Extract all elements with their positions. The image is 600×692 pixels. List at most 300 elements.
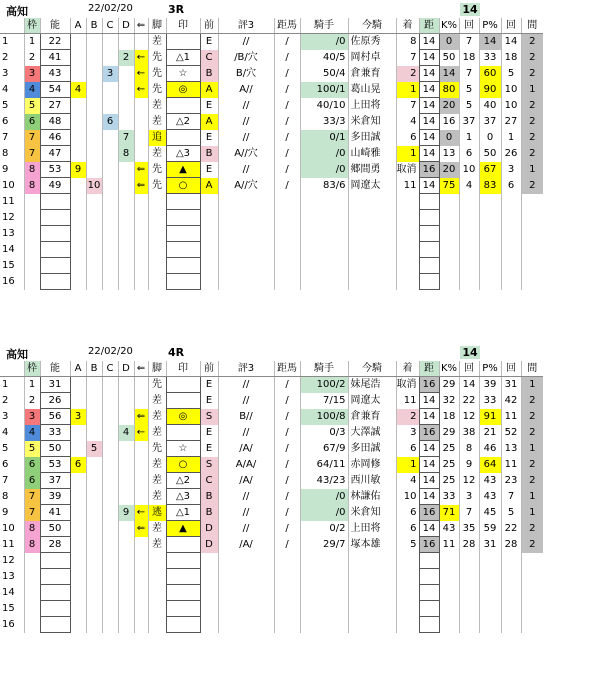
nou-cell: 41 bbox=[40, 50, 70, 66]
chaku-cell: 6 bbox=[396, 130, 419, 146]
arrow-cell bbox=[134, 34, 148, 50]
table-row[interactable] bbox=[0, 377, 543, 393]
kai1-cell: 35 bbox=[459, 521, 479, 537]
row-number: 3 bbox=[2, 411, 9, 422]
kyoriba-cell bbox=[274, 210, 300, 226]
kyoriba-cell: / bbox=[274, 457, 300, 473]
table-row[interactable] bbox=[0, 130, 543, 146]
arrow-cell: ← bbox=[134, 50, 148, 66]
shirushi-cell bbox=[166, 601, 200, 617]
kyoriba-cell bbox=[274, 553, 300, 569]
b-cell bbox=[86, 66, 102, 82]
c-cell bbox=[102, 473, 118, 489]
kyori-cell: 16 bbox=[419, 162, 439, 178]
kyaku-cell bbox=[148, 210, 166, 226]
kai2-cell: 28 bbox=[501, 537, 521, 553]
kai1-cell: 28 bbox=[459, 537, 479, 553]
mae-cell: E bbox=[200, 393, 218, 409]
blank-row bbox=[0, 194, 543, 210]
b-cell: 10 bbox=[86, 178, 102, 194]
kyoriba-cell: / bbox=[274, 473, 300, 489]
kyori-cell: 16 bbox=[419, 537, 439, 553]
mae-cell: B bbox=[200, 146, 218, 162]
race-block-3r bbox=[0, 2, 600, 287]
shirushi-cell bbox=[166, 242, 200, 258]
c-cell bbox=[102, 553, 118, 569]
kyaku-cell: 差 bbox=[148, 537, 166, 553]
a-cell bbox=[70, 601, 86, 617]
kyaku-cell: 差 bbox=[148, 425, 166, 441]
a-cell bbox=[70, 473, 86, 489]
arrow-cell bbox=[134, 130, 148, 146]
waku-cell: 4 bbox=[24, 425, 40, 441]
kan-cell: 2 bbox=[521, 178, 543, 194]
kai2-cell bbox=[501, 601, 521, 617]
kan-cell: 2 bbox=[521, 409, 543, 425]
table-row[interactable] bbox=[0, 66, 543, 82]
hyo-cell: A//穴 bbox=[218, 146, 274, 162]
k-pct-cell: 25 bbox=[439, 473, 459, 489]
a-cell bbox=[70, 146, 86, 162]
imakishu-cell bbox=[348, 585, 396, 601]
kai2-cell bbox=[501, 569, 521, 585]
table-row[interactable] bbox=[0, 409, 543, 425]
row-number: 14 bbox=[2, 244, 15, 255]
arrow-cell bbox=[134, 601, 148, 617]
hyo-cell: /A/ bbox=[218, 473, 274, 489]
p-pct-cell: 0 bbox=[479, 130, 501, 146]
column-header: 間 bbox=[521, 361, 543, 377]
imakishu-cell: 郷間勇 bbox=[348, 162, 396, 178]
arrow-cell bbox=[134, 569, 148, 585]
nou-cell: 53 bbox=[40, 162, 70, 178]
p-pct-cell: 45 bbox=[479, 505, 501, 521]
table-row[interactable] bbox=[0, 98, 543, 114]
imakishu-cell: 林謙佑 bbox=[348, 489, 396, 505]
kyori-cell: 14 bbox=[419, 441, 439, 457]
c-cell bbox=[102, 457, 118, 473]
d-cell: 8 bbox=[118, 146, 134, 162]
kyori-cell bbox=[419, 242, 439, 258]
chaku-cell: 3 bbox=[396, 425, 419, 441]
kan-cell: 1 bbox=[521, 162, 543, 178]
arrow-cell bbox=[134, 258, 148, 274]
nou-cell: 48 bbox=[40, 114, 70, 130]
hyo-cell: A/A/ bbox=[218, 457, 274, 473]
kyoriba-cell: / bbox=[274, 409, 300, 425]
imakishu-cell: 山崎雅 bbox=[348, 146, 396, 162]
kyoriba-cell: / bbox=[274, 489, 300, 505]
k-pct-cell: 25 bbox=[439, 441, 459, 457]
kyori-cell: 14 bbox=[419, 130, 439, 146]
kyori-cell bbox=[419, 226, 439, 242]
column-header: 回 bbox=[459, 361, 479, 377]
kan-cell bbox=[521, 585, 543, 601]
kyoriba-cell: / bbox=[274, 425, 300, 441]
k-pct-cell bbox=[439, 258, 459, 274]
table-row[interactable] bbox=[0, 505, 543, 521]
a-cell bbox=[70, 393, 86, 409]
hyo-cell: B/穴 bbox=[218, 66, 274, 82]
mae-cell bbox=[200, 194, 218, 210]
kyoriba-cell bbox=[274, 242, 300, 258]
kyaku-cell: 差 bbox=[148, 521, 166, 537]
blank-row bbox=[0, 553, 543, 569]
kishu-cell bbox=[300, 585, 348, 601]
table-row[interactable] bbox=[0, 114, 543, 130]
arrow-cell bbox=[134, 489, 148, 505]
imakishu-cell bbox=[348, 194, 396, 210]
b-cell: 5 bbox=[86, 441, 102, 457]
kishu-cell: 67/9 bbox=[300, 441, 348, 457]
nou-cell: 47 bbox=[40, 146, 70, 162]
arrow-cell bbox=[134, 114, 148, 130]
arrow-cell bbox=[134, 242, 148, 258]
column-header: D bbox=[118, 18, 134, 34]
k-pct-cell bbox=[439, 210, 459, 226]
mae-cell bbox=[200, 242, 218, 258]
kyaku-cell: 差 bbox=[148, 473, 166, 489]
shirushi-cell: ▲ bbox=[166, 521, 200, 537]
venue-label: 高知 bbox=[6, 5, 28, 18]
p-pct-cell: 91 bbox=[479, 409, 501, 425]
d-cell bbox=[118, 178, 134, 194]
mae-cell: E bbox=[200, 98, 218, 114]
imakishu-cell: 佐原秀 bbox=[348, 34, 396, 50]
chaku-cell: 1 bbox=[396, 457, 419, 473]
mae-cell bbox=[200, 258, 218, 274]
kyori-cell bbox=[419, 601, 439, 617]
kai1-cell: 14 bbox=[459, 377, 479, 393]
shirushi-cell: △2 bbox=[166, 473, 200, 489]
mae-cell: A bbox=[200, 178, 218, 194]
kai2-cell: 52 bbox=[501, 425, 521, 441]
b-cell bbox=[86, 537, 102, 553]
waku-cell: 7 bbox=[24, 505, 40, 521]
imakishu-cell: 岡遼太 bbox=[348, 178, 396, 194]
kai2-cell bbox=[501, 242, 521, 258]
shirushi-cell bbox=[166, 274, 200, 290]
kai2-cell: 14 bbox=[501, 34, 521, 50]
mae-cell: E bbox=[200, 377, 218, 393]
kishu-cell: /0 bbox=[300, 34, 348, 50]
table-row[interactable] bbox=[0, 178, 543, 194]
d-cell: 7 bbox=[118, 130, 134, 146]
b-cell bbox=[86, 146, 102, 162]
kan-cell bbox=[521, 258, 543, 274]
c-cell bbox=[102, 82, 118, 98]
mae-cell: D bbox=[200, 521, 218, 537]
kan-cell: 2 bbox=[521, 50, 543, 66]
hyo-cell bbox=[218, 226, 274, 242]
kyori-cell: 14 bbox=[419, 489, 439, 505]
kyaku-cell: 逃 bbox=[148, 505, 166, 521]
nou-cell bbox=[40, 601, 70, 617]
a-cell bbox=[70, 505, 86, 521]
kyaku-cell: 先 bbox=[148, 441, 166, 457]
k-pct-cell bbox=[439, 585, 459, 601]
k-pct-cell: 25 bbox=[439, 457, 459, 473]
shirushi-cell bbox=[166, 258, 200, 274]
kyori-cell: 16 bbox=[419, 377, 439, 393]
column-header: 距馬 bbox=[274, 361, 300, 377]
p-pct-cell: 60 bbox=[479, 66, 501, 82]
imakishu-cell: 上田将 bbox=[348, 98, 396, 114]
p-pct-cell bbox=[479, 194, 501, 210]
row-number: 8 bbox=[2, 148, 9, 159]
kyoriba-cell bbox=[274, 194, 300, 210]
c-cell bbox=[102, 242, 118, 258]
row-number: 1 bbox=[2, 36, 9, 48]
p-pct-cell: 14 bbox=[479, 34, 501, 50]
imakishu-cell: 塚本雄 bbox=[348, 537, 396, 553]
kai1-cell bbox=[459, 585, 479, 601]
shirushi-cell: ☆ bbox=[166, 441, 200, 457]
column-header: 騎手 bbox=[300, 18, 348, 34]
column-header: 印 bbox=[166, 18, 200, 34]
mae-cell: E bbox=[200, 441, 218, 457]
kyori-cell bbox=[419, 617, 439, 633]
kishu-cell bbox=[300, 601, 348, 617]
c-cell bbox=[102, 601, 118, 617]
chaku-cell bbox=[396, 585, 419, 601]
column-header: B bbox=[86, 18, 102, 34]
race-number: 4R bbox=[168, 346, 185, 359]
a-cell bbox=[70, 178, 86, 194]
shirushi-cell: ◎ bbox=[166, 409, 200, 425]
table-row[interactable] bbox=[0, 425, 543, 441]
blank-row bbox=[0, 617, 543, 633]
kishu-cell: /0 bbox=[300, 162, 348, 178]
table-row[interactable] bbox=[0, 393, 543, 409]
table-row[interactable] bbox=[0, 521, 543, 537]
imakishu-cell bbox=[348, 226, 396, 242]
table-row[interactable] bbox=[0, 50, 543, 66]
arrow-cell: ⇐ bbox=[134, 178, 148, 194]
a-cell bbox=[70, 242, 86, 258]
k-pct-cell bbox=[439, 274, 459, 290]
table-row[interactable] bbox=[0, 457, 543, 473]
imakishu-cell: 妹尾浩 bbox=[348, 377, 396, 393]
kyori-cell bbox=[419, 274, 439, 290]
nou-cell: 37 bbox=[40, 473, 70, 489]
chaku-cell bbox=[396, 553, 419, 569]
kishu-cell: 0/2 bbox=[300, 521, 348, 537]
table-row[interactable] bbox=[0, 146, 543, 162]
b-cell bbox=[86, 377, 102, 393]
d-cell bbox=[118, 226, 134, 242]
kyaku-cell bbox=[148, 274, 166, 290]
kyori-cell: 16 bbox=[419, 505, 439, 521]
kai1-cell bbox=[459, 569, 479, 585]
table-row[interactable] bbox=[0, 162, 543, 178]
d-cell bbox=[118, 34, 134, 50]
kai2-cell bbox=[501, 553, 521, 569]
shirushi-cell bbox=[166, 617, 200, 633]
table-row[interactable] bbox=[0, 537, 543, 553]
kai1-cell: 12 bbox=[459, 473, 479, 489]
k-pct-cell: 16 bbox=[439, 114, 459, 130]
b-cell bbox=[86, 82, 102, 98]
hyo-cell: /A/ bbox=[218, 537, 274, 553]
p-pct-cell bbox=[479, 601, 501, 617]
waku-cell: 8 bbox=[24, 537, 40, 553]
row-number: 5 bbox=[2, 100, 9, 111]
chaku-cell bbox=[396, 569, 419, 585]
kyoriba-cell: / bbox=[274, 146, 300, 162]
chaku-cell: 6 bbox=[396, 505, 419, 521]
kan-cell: 2 bbox=[521, 130, 543, 146]
kai2-cell bbox=[501, 617, 521, 633]
imakishu-cell: 多田誠 bbox=[348, 441, 396, 457]
kyori-cell bbox=[419, 569, 439, 585]
kyaku-cell bbox=[148, 242, 166, 258]
c-cell bbox=[102, 50, 118, 66]
hyo-cell: // bbox=[218, 162, 274, 178]
table-row[interactable] bbox=[0, 441, 543, 457]
kyori-cell: 14 bbox=[419, 82, 439, 98]
kyoriba-cell: / bbox=[274, 162, 300, 178]
kyaku-cell bbox=[148, 569, 166, 585]
distance-badge: 14 bbox=[460, 346, 480, 359]
hyo-cell: A//穴 bbox=[218, 178, 274, 194]
imakishu-cell: 西川敏 bbox=[348, 473, 396, 489]
nou-cell bbox=[40, 242, 70, 258]
kai2-cell: 1 bbox=[501, 130, 521, 146]
kai2-cell: 31 bbox=[501, 377, 521, 393]
table-row[interactable] bbox=[0, 489, 543, 505]
kai1-cell: 7 bbox=[459, 505, 479, 521]
kyaku-cell: 先 bbox=[148, 178, 166, 194]
race-table bbox=[0, 361, 543, 633]
kyaku-cell: 差 bbox=[148, 114, 166, 130]
a-cell bbox=[70, 98, 86, 114]
table-row[interactable] bbox=[0, 82, 543, 98]
kyaku-cell: 先 bbox=[148, 377, 166, 393]
c-cell bbox=[102, 505, 118, 521]
kan-cell: 2 bbox=[521, 537, 543, 553]
table-header-row bbox=[0, 18, 543, 34]
k-pct-cell: 13 bbox=[439, 146, 459, 162]
b-cell bbox=[86, 505, 102, 521]
mae-cell: E bbox=[200, 162, 218, 178]
d-cell bbox=[118, 258, 134, 274]
imakishu-cell: 大澤誠 bbox=[348, 425, 396, 441]
kan-cell: 1 bbox=[521, 377, 543, 393]
kan-cell bbox=[521, 569, 543, 585]
chaku-cell: 2 bbox=[396, 409, 419, 425]
kai1-cell: 37 bbox=[459, 114, 479, 130]
arrow-cell: ← bbox=[134, 82, 148, 98]
chaku-cell: 8 bbox=[396, 34, 419, 50]
kai2-cell: 13 bbox=[501, 441, 521, 457]
a-cell: 3 bbox=[70, 409, 86, 425]
p-pct-cell bbox=[479, 258, 501, 274]
waku-cell bbox=[24, 617, 40, 633]
waku-cell: 3 bbox=[24, 66, 40, 82]
kyoriba-cell: / bbox=[274, 521, 300, 537]
nou-cell: 39 bbox=[40, 489, 70, 505]
nou-cell: 33 bbox=[40, 425, 70, 441]
kan-cell: 1 bbox=[521, 441, 543, 457]
a-cell: 9 bbox=[70, 162, 86, 178]
kyoriba-cell: / bbox=[274, 178, 300, 194]
shirushi-cell: △2 bbox=[166, 114, 200, 130]
column-header bbox=[0, 361, 24, 377]
d-cell bbox=[118, 162, 134, 178]
chaku-cell: 7 bbox=[396, 98, 419, 114]
kai2-cell: 23 bbox=[501, 473, 521, 489]
hyo-cell: // bbox=[218, 377, 274, 393]
kyoriba-cell bbox=[274, 226, 300, 242]
arrow-cell: ← bbox=[134, 66, 148, 82]
race-header bbox=[0, 2, 600, 18]
waku-cell: 7 bbox=[24, 146, 40, 162]
shirushi-cell bbox=[166, 34, 200, 50]
waku-cell bbox=[24, 210, 40, 226]
kan-cell bbox=[521, 601, 543, 617]
arrow-cell bbox=[134, 226, 148, 242]
k-pct-cell bbox=[439, 194, 459, 210]
a-cell bbox=[70, 489, 86, 505]
arrow-cell bbox=[134, 457, 148, 473]
imakishu-cell bbox=[348, 553, 396, 569]
waku-cell bbox=[24, 274, 40, 290]
waku-cell: 8 bbox=[24, 521, 40, 537]
table-header-row bbox=[0, 361, 543, 377]
kyoriba-cell bbox=[274, 274, 300, 290]
arrow-cell bbox=[134, 537, 148, 553]
row-number: 11 bbox=[2, 539, 15, 550]
mae-cell bbox=[200, 617, 218, 633]
b-cell bbox=[86, 194, 102, 210]
nou-cell bbox=[40, 617, 70, 633]
table-row[interactable] bbox=[0, 34, 543, 50]
kyori-cell: 14 bbox=[419, 34, 439, 50]
kai2-cell: 18 bbox=[501, 50, 521, 66]
d-cell bbox=[118, 601, 134, 617]
kai2-cell: 10 bbox=[501, 82, 521, 98]
kai2-cell: 42 bbox=[501, 393, 521, 409]
hyo-cell bbox=[218, 258, 274, 274]
hyo-cell: /B/穴 bbox=[218, 50, 274, 66]
a-cell: 6 bbox=[70, 457, 86, 473]
c-cell bbox=[102, 226, 118, 242]
kyoriba-cell: / bbox=[274, 66, 300, 82]
shirushi-cell: △1 bbox=[166, 505, 200, 521]
hyo-cell: // bbox=[218, 425, 274, 441]
kyaku-cell bbox=[148, 258, 166, 274]
imakishu-cell: 米倉知 bbox=[348, 505, 396, 521]
hyo-cell: // bbox=[218, 114, 274, 130]
column-header: P% bbox=[479, 18, 501, 34]
arrow-cell: ← bbox=[134, 425, 148, 441]
kyori-cell bbox=[419, 258, 439, 274]
mae-cell: C bbox=[200, 473, 218, 489]
kai2-cell: 11 bbox=[501, 457, 521, 473]
kishu-cell: 29/7 bbox=[300, 537, 348, 553]
p-pct-cell: 43 bbox=[479, 489, 501, 505]
waku-cell bbox=[24, 226, 40, 242]
b-cell bbox=[86, 553, 102, 569]
kyori-cell: 14 bbox=[419, 393, 439, 409]
nou-cell: 46 bbox=[40, 130, 70, 146]
kishu-cell: 0/1 bbox=[300, 130, 348, 146]
hyo-cell: // bbox=[218, 393, 274, 409]
chaku-cell: 11 bbox=[396, 393, 419, 409]
table-row[interactable] bbox=[0, 473, 543, 489]
nou-cell: 50 bbox=[40, 521, 70, 537]
